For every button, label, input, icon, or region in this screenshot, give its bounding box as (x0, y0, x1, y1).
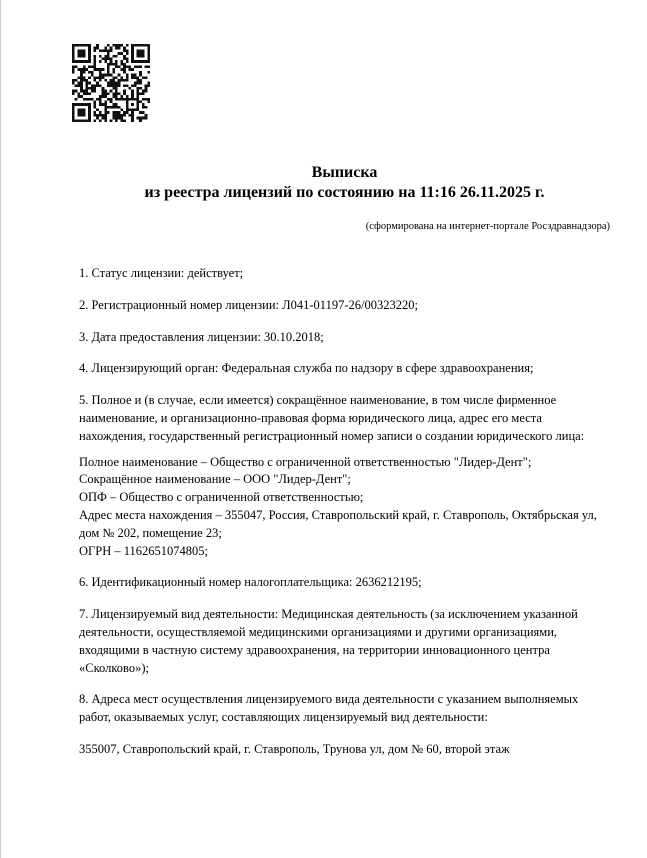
org-legal-form: ОПФ – Общество с ограниченной ответственностью; (79, 490, 364, 505)
field-licensing-authority: 4. Лицензирующий орган: Федеральная служба по надзору в сфере здравоохранения; (79, 361, 534, 376)
field-registration-number: 2. Регистрационный номер лицензии: Л041-01197-26/00323220; (79, 297, 418, 312)
field-organization-heading: 5. Полное и (в случае, если имеется) сокращённое наименование, в том числе фирменное наименование, и организационно-правовая форма юридического лица, адрес его места нахождения, государственный регистрационный номер записи о создании юридического лица: (79, 393, 585, 443)
generated-note: (сформирована на интернет-портале Росздравнадзора) (365, 221, 610, 232)
field-activity-address: 355007, Ставропольский край, г. Ставрополь, Трунова ул, дом № 60, второй этаж (79, 741, 510, 756)
field-licensed-activity: 7. Лицензируемый вид деятельности: Медицинская деятельность (за исключением указанной деятельности, осуществляемой медицинскими организациями и другими организациями, входящими в частную систему здравоохранения, на территории инновационного центра «Сколково»); (79, 607, 578, 675)
field-taxpayer-id: 6. Идентификационный номер налогоплательщика: 2636212195; (79, 575, 422, 590)
document-body (79, 163, 610, 759)
field-addresses-heading: 8. Адреса мест осуществления лицензируемого вида деятельности с указанием выполняемых работ, оказываемых услуг, составляющих лицензируемый вид деятельности: (79, 692, 579, 725)
org-short-name: Сокращённое наименование – ООО "Лидер-Дент"; (79, 472, 351, 487)
document-title (79, 163, 610, 203)
organization-details-block (79, 454, 610, 561)
field-license-status: 1. Статус лицензии: действует; (79, 266, 244, 280)
title-line-1: Выписка (311, 164, 378, 181)
org-ogrn: ОГРН – 1162651074805; (79, 543, 208, 558)
field-issue-date: 3. Дата предоставления лицензии: 30.10.2018; (79, 329, 324, 344)
org-address: Адрес места нахождения – 355047, Россия, Ставропольский край, г. Ставрополь, Октябрьская ул, дом № 202, помещение 23; (79, 507, 597, 540)
org-full-name: Полное наименование – Общество с ограниченной ответственностью "Лидер-Дент"; (79, 454, 532, 469)
qr-code-icon (72, 44, 150, 122)
title-line-2: из реестра лицензий по состоянию на 11:16 26.11.2025 г. (144, 184, 545, 201)
